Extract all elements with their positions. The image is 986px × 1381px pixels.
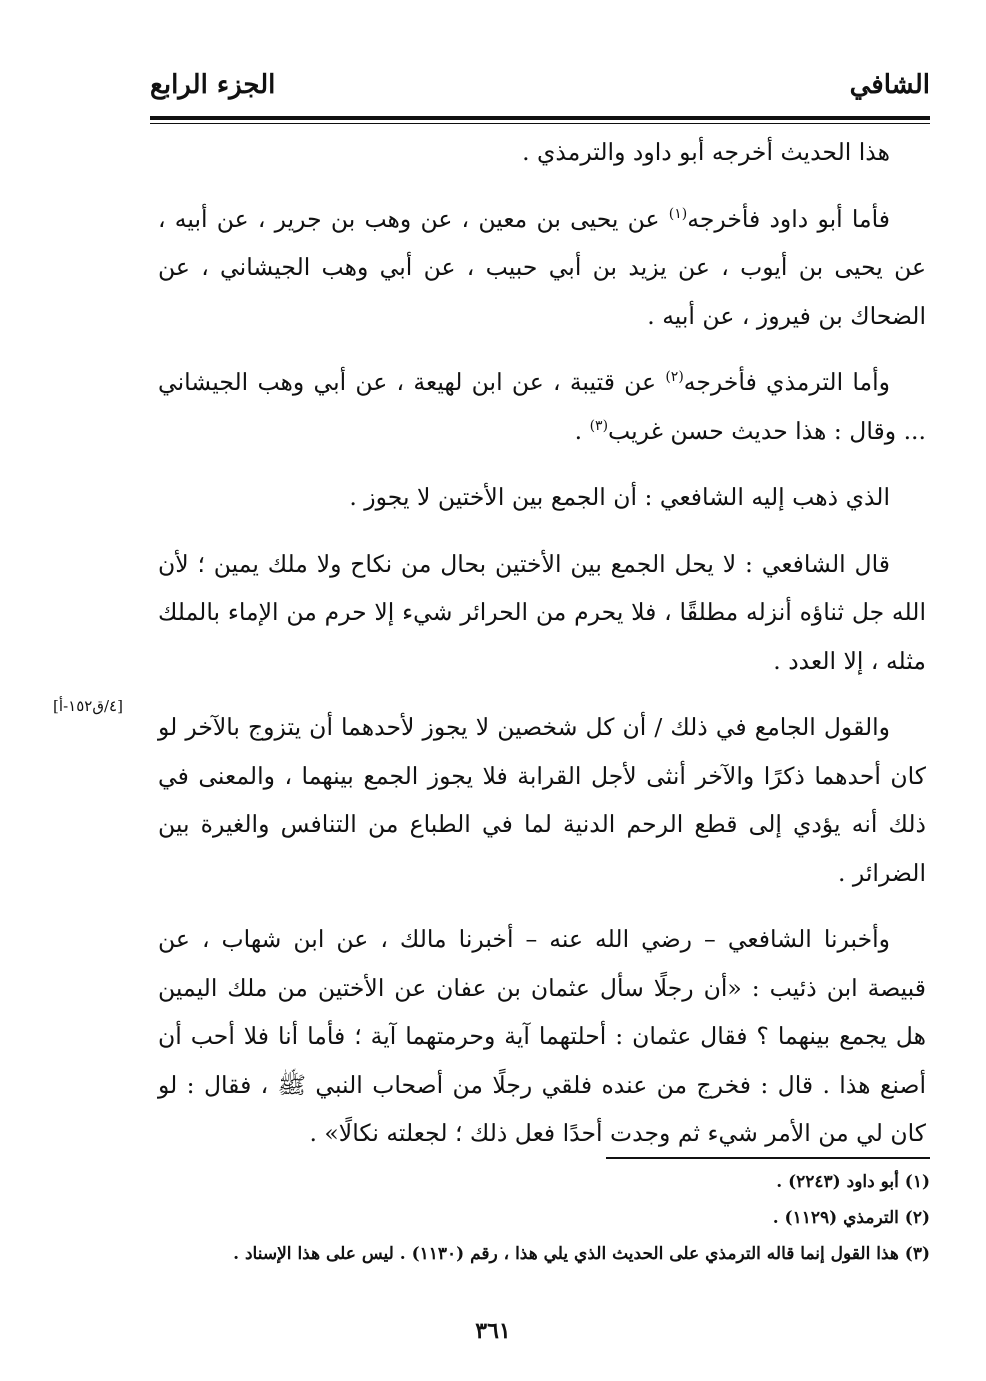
paragraph-5	[158, 540, 926, 686]
text-segment: .	[574, 416, 590, 445]
footnote-ref-2: (٢)	[665, 369, 684, 386]
footnotes	[150, 1164, 930, 1272]
footnote-1: (١) أبو داود (٢٢٤٣) .	[776, 1172, 930, 1192]
body-text	[158, 128, 926, 1164]
running-header	[150, 62, 930, 112]
text-segment: والقول الجامع في ذلك / أن كل شخصين لا يجوز لأحدهما أن يتزوج بالآخر لو كان أحدهما ذكرًا والآخر أنثى لأجل القرابة فلا يجوز الجمع بينهما ، والمعنى في ذلك أنه يؤدي إلى قطع الرحم الدنية لما في الطباع من التنافس والغيرة بين الضرائر .	[158, 713, 926, 887]
part-title: الجزء الرابع	[150, 70, 276, 100]
footnote-ref-1: (١)	[668, 205, 688, 222]
paragraph-1	[158, 128, 926, 177]
text-segment: هذا الحديث أخرجه أبو داود والترمذي .	[522, 138, 890, 166]
text-segment: وأما الترمذي فأخرجه	[683, 368, 890, 396]
footnote-2: (٢) الترمذي (١١٢٩) .	[772, 1208, 930, 1228]
text-segment: فأما أبو داود فأخرجه	[687, 204, 890, 233]
header-rule-thick	[150, 116, 930, 120]
text-segment: عن يحيى بن معين ، عن وهب بن جرير ، عن أبيه ، عن يحيى بن أيوب ، عن يزيد بن أبي حبيب ، عن أبي وهب الجيشاني ، عن الضحاك بن فيروز ، عن أبيه .	[158, 204, 926, 330]
text-segment: وأخبرنا الشافعي – رضي الله عنه – أخبرنا مالك ، عن ابن شهاب ، عن قبيصة ابن ذئيب : «أن رجلًا سأل عثمان بن عفان عن الأختين من ملك اليمين هل يجمع بينهما ؟ فقال عثمان : أحلتهما آية وحرمتهما آية ؛ فأما أنا فلا أحب أن أصنع هذا . قال : فخرج من عنده فلقي رجلًا من أصحاب النبي ﷺ ، فقال : لو كان لي من الأمر شيء ثم وجدت أحدًا فعل ذلك ؛ لجعلته نكالًا» .	[158, 925, 926, 1147]
paragraph-2	[158, 195, 926, 341]
text-segment: قال الشافعي : لا يحل الجمع بين الأختين بحال من نكاح ولا ملك يمين ؛ لأن الله جل ثناؤه أنزله مطلقًا ، فلا يحرم من الحرائر شيء إلا حرم من الإماء بالملك مثله ، إلا العدد .	[158, 549, 926, 675]
text-segment: الذي ذهب إليه الشافعي : أن الجمع بين الأختين لا يجوز .	[349, 483, 890, 511]
footnote-3: (٣) هذا القول إنما قاله الترمذي على الحديث الذي يلي هذا ، رقم (١١٣٠) . ليس على هذا الإسناد .	[233, 1244, 930, 1264]
page-number: ٣٦١	[475, 1318, 511, 1344]
text-segment: عن قتيبة ، عن ابن لهيعة ، عن أبي وهب الجيشاني ... وقال : هذا حديث حسن غريب	[158, 368, 926, 445]
header-rule-thin	[150, 123, 930, 124]
paragraph-4	[158, 473, 926, 522]
paragraph-6	[158, 703, 926, 897]
manuscript-folio-note: [٤/ق١٥٢-أ]	[53, 697, 123, 715]
footnote-ref-3: (٣)	[589, 417, 609, 434]
footnote-separator	[606, 1157, 930, 1159]
paragraph-7	[158, 915, 926, 1158]
book-title: الشافي	[849, 70, 930, 100]
paragraph-3	[158, 358, 926, 455]
